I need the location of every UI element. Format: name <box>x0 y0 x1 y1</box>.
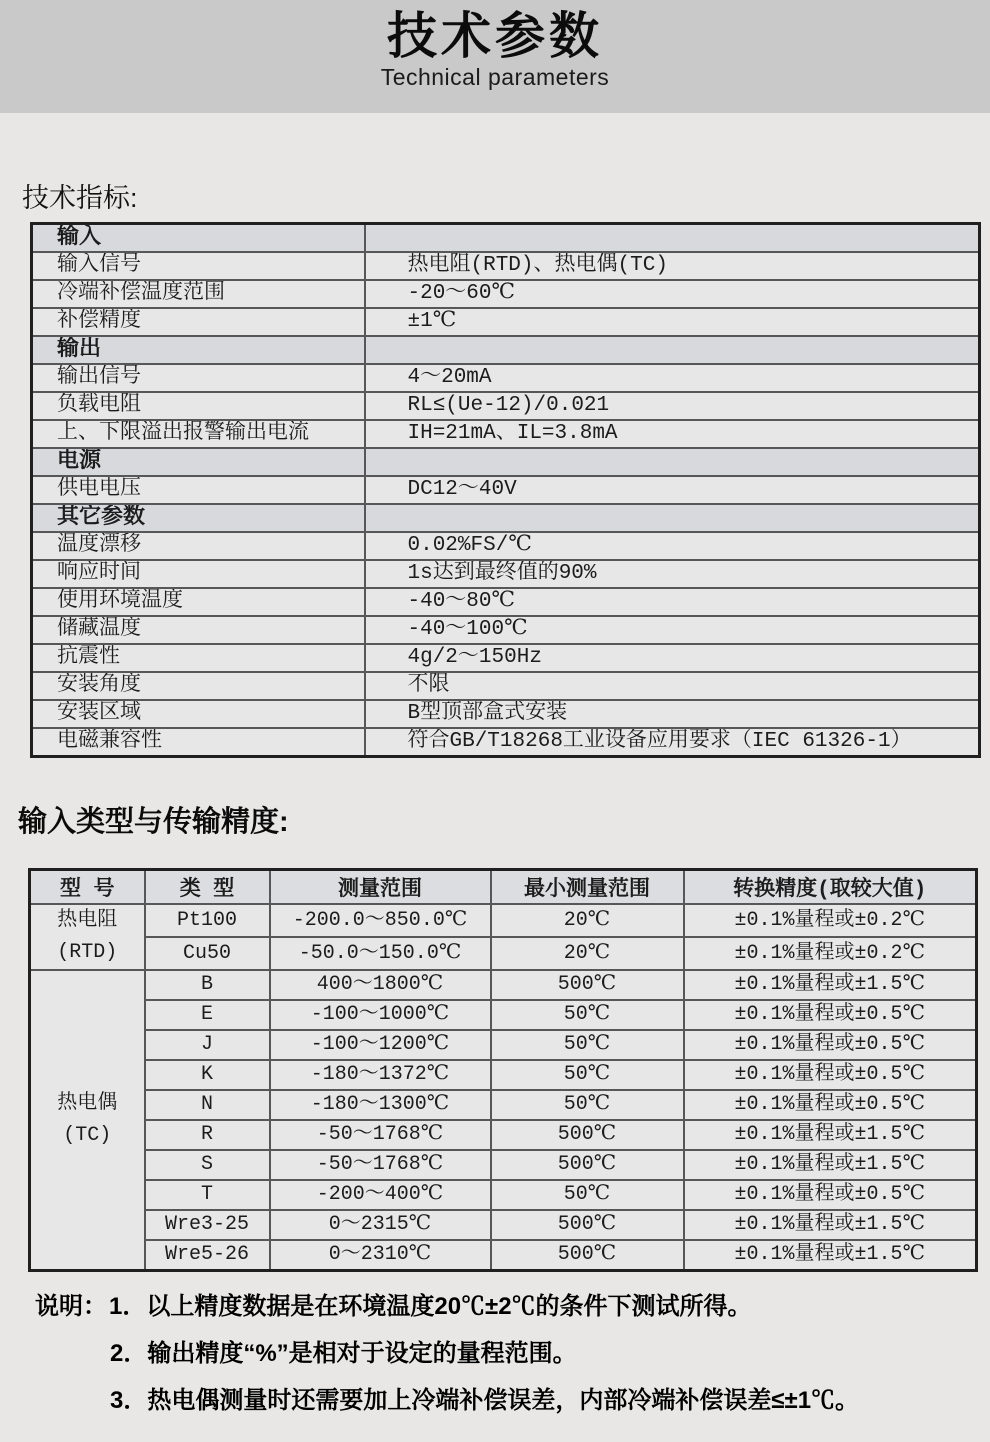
min-range: 20℃ <box>491 904 684 937</box>
sensor-type: J <box>145 1030 270 1060</box>
measure-range: -200.0～850.0℃ <box>270 904 491 937</box>
min-range: 50℃ <box>491 1060 684 1090</box>
accuracy-row <box>30 1150 977 1180</box>
measure-range: -50～1768℃ <box>270 1120 491 1150</box>
spec-row <box>32 700 980 728</box>
min-range: 500℃ <box>491 1150 684 1180</box>
spec-label: 供电电压 <box>32 476 365 504</box>
conversion-accuracy: ±0.1%量程或±0.2℃ <box>684 937 977 970</box>
spec-row <box>32 476 980 504</box>
spec-label: 输入信号 <box>32 252 365 280</box>
spec-label: 电磁兼容性 <box>32 728 365 757</box>
accuracy-row <box>30 1060 977 1090</box>
spec-section-value <box>365 224 980 253</box>
notes-label: 说明： <box>35 1293 107 1320</box>
spec-section-label: 电源 <box>32 448 365 476</box>
min-range: 500℃ <box>491 1210 684 1240</box>
page-title: 技术参数 <box>387 8 603 64</box>
spec-section-value <box>365 336 980 364</box>
measure-range: -50～1768℃ <box>270 1150 491 1180</box>
accuracy-row <box>30 1090 977 1120</box>
spec-row <box>32 280 980 308</box>
measure-range: -100～1000℃ <box>270 1000 491 1030</box>
spec-row <box>32 532 980 560</box>
conversion-accuracy: ±0.1%量程或±1.5℃ <box>684 970 977 1000</box>
conversion-accuracy: ±0.1%量程或±1.5℃ <box>684 1150 977 1180</box>
spec-label: 冷端补偿温度范围 <box>32 280 365 308</box>
spec-row <box>32 672 980 700</box>
spec-label: 负载电阻 <box>32 392 365 420</box>
model-group-rtd <box>30 904 145 970</box>
note-item: 2．输出精度“%”是相对于设定的量程范围。 <box>110 1340 577 1367</box>
spec-value: -20～60℃ <box>365 280 980 308</box>
spec-row <box>32 364 980 392</box>
model-group-tc <box>30 970 145 1271</box>
page-header <box>0 0 990 113</box>
sensor-type: K <box>145 1060 270 1090</box>
accuracy-row <box>30 1000 977 1030</box>
spec-section-row <box>32 448 980 476</box>
notes-section <box>35 1291 970 1432</box>
accuracy-row <box>30 970 977 1000</box>
min-range: 50℃ <box>491 1180 684 1210</box>
min-range: 500℃ <box>491 970 684 1000</box>
accuracy-row <box>30 1210 977 1240</box>
spec-row <box>32 728 980 757</box>
column-header-model: 型 号 <box>30 870 145 905</box>
accuracy-row <box>30 1240 977 1271</box>
spec-value: ±1℃ <box>365 308 980 336</box>
spec-value: 不限 <box>365 672 980 700</box>
measure-range: 0～2310℃ <box>270 1240 491 1271</box>
conversion-accuracy: ±0.1%量程或±0.5℃ <box>684 1000 977 1030</box>
spec-label: 安装角度 <box>32 672 365 700</box>
measure-range: 0～2315℃ <box>270 1210 491 1240</box>
min-range: 50℃ <box>491 1000 684 1030</box>
spec-row <box>32 644 980 672</box>
accuracy-row <box>30 1180 977 1210</box>
accuracy-row <box>30 1030 977 1060</box>
column-header-min-range: 最小测量范围 <box>491 870 684 905</box>
conversion-accuracy: ±0.1%量程或±1.5℃ <box>684 1240 977 1271</box>
spec-value: -40～100℃ <box>365 616 980 644</box>
accuracy-row <box>30 1120 977 1150</box>
measure-range: -180～1372℃ <box>270 1060 491 1090</box>
conversion-accuracy: ±0.1%量程或±0.2℃ <box>684 904 977 937</box>
model-name: 热电阻 <box>57 909 118 932</box>
page-subtitle: Technical parameters <box>380 64 610 90</box>
accuracy-header-row <box>30 870 977 905</box>
spec-section-label: 其它参数 <box>32 504 365 532</box>
min-range: 50℃ <box>491 1030 684 1060</box>
column-header-accuracy: 转换精度(取较大值) <box>684 870 977 905</box>
conversion-accuracy: ±0.1%量程或±1.5℃ <box>684 1210 977 1240</box>
note-item: 1．以上精度数据是在环境温度20℃±2℃的条件下测试所得。 <box>109 1293 752 1320</box>
spec-label: 抗震性 <box>32 644 365 672</box>
spec-value: 0.02%FS/℃ <box>365 532 980 560</box>
sensor-type: S <box>145 1150 270 1180</box>
model-sub: (TC) <box>63 1124 112 1147</box>
sensor-type: E <box>145 1000 270 1030</box>
sensor-type: Pt100 <box>145 904 270 937</box>
spec-label: 补偿精度 <box>32 308 365 336</box>
min-range: 500℃ <box>491 1120 684 1150</box>
min-range: 20℃ <box>491 937 684 970</box>
spec-label: 安装区域 <box>32 700 365 728</box>
tech-specs-table <box>30 222 981 758</box>
spec-section-label: 输入 <box>32 224 365 253</box>
note-line-3 <box>35 1385 970 1416</box>
sensor-type: R <box>145 1120 270 1150</box>
sensor-type: T <box>145 1180 270 1210</box>
conversion-accuracy: ±0.1%量程或±0.5℃ <box>684 1030 977 1060</box>
min-range: 500℃ <box>491 1240 684 1271</box>
accuracy-row <box>30 937 977 970</box>
sensor-type: Wre3-25 <box>145 1210 270 1240</box>
spec-value: 热电阻(RTD)、热电偶(TC) <box>365 252 980 280</box>
conversion-accuracy: ±0.1%量程或±0.5℃ <box>684 1060 977 1090</box>
conversion-accuracy: ±0.1%量程或±0.5℃ <box>684 1180 977 1210</box>
spec-label: 输出信号 <box>32 364 365 392</box>
spec-row <box>32 252 980 280</box>
conversion-accuracy: ±0.1%量程或±1.5℃ <box>684 1120 977 1150</box>
sensor-type: B <box>145 970 270 1000</box>
spec-label: 使用环境温度 <box>32 588 365 616</box>
measure-range: -200～400℃ <box>270 1180 491 1210</box>
min-range: 50℃ <box>491 1090 684 1120</box>
spec-value: 4～20mA <box>365 364 980 392</box>
spec-value: DC12～40V <box>365 476 980 504</box>
sensor-type: Cu50 <box>145 937 270 970</box>
model-sub: (RTD) <box>57 941 118 964</box>
accuracy-heading: 输入类型与传输精度: <box>18 806 289 838</box>
spec-row <box>32 616 980 644</box>
spec-value: 1s达到最终值的90% <box>365 560 980 588</box>
spec-row <box>32 308 980 336</box>
tech-specs-heading: 技术指标: <box>22 183 138 213</box>
spec-label: 储藏温度 <box>32 616 365 644</box>
conversion-accuracy: ±0.1%量程或±0.5℃ <box>684 1090 977 1120</box>
accuracy-row <box>30 904 977 937</box>
spec-section-label: 输出 <box>32 336 365 364</box>
spec-value: B型顶部盒式安装 <box>365 700 980 728</box>
model-name: 热电偶 <box>57 1092 118 1115</box>
spec-value: 符合GB/T18268工业设备应用要求（IEC 61326-1） <box>365 728 980 757</box>
spec-row <box>32 392 980 420</box>
spec-section-row <box>32 224 980 253</box>
spec-label: 响应时间 <box>32 560 365 588</box>
measure-range: -100～1200℃ <box>270 1030 491 1060</box>
measure-range: 400～1800℃ <box>270 970 491 1000</box>
spec-section-value <box>365 504 980 532</box>
spec-value: IH=21mA、IL=3.8mA <box>365 420 980 448</box>
note-line-1 <box>35 1291 970 1322</box>
measure-range: -50.0～150.0℃ <box>270 937 491 970</box>
spec-label: 上、下限溢出报警输出电流 <box>32 420 365 448</box>
spec-value: 4g/2～150Hz <box>365 644 980 672</box>
note-item: 3．热电偶测量时还需要加上冷端补偿误差，内部冷端补偿误差≤±1℃。 <box>110 1387 860 1414</box>
spec-section-row <box>32 504 980 532</box>
spec-row <box>32 420 980 448</box>
accuracy-table <box>28 868 978 1272</box>
sensor-type: Wre5-26 <box>145 1240 270 1271</box>
note-line-2 <box>35 1338 970 1369</box>
spec-label: 温度漂移 <box>32 532 365 560</box>
sensor-type: N <box>145 1090 270 1120</box>
spec-value: RL≤(Ue-12)/0.021 <box>365 392 980 420</box>
spec-row <box>32 588 980 616</box>
spec-section-row <box>32 336 980 364</box>
measure-range: -180～1300℃ <box>270 1090 491 1120</box>
spec-value: -40～80℃ <box>365 588 980 616</box>
column-header-range: 测量范围 <box>270 870 491 905</box>
spec-row <box>32 560 980 588</box>
column-header-type: 类 型 <box>145 870 270 905</box>
spec-section-value <box>365 448 980 476</box>
